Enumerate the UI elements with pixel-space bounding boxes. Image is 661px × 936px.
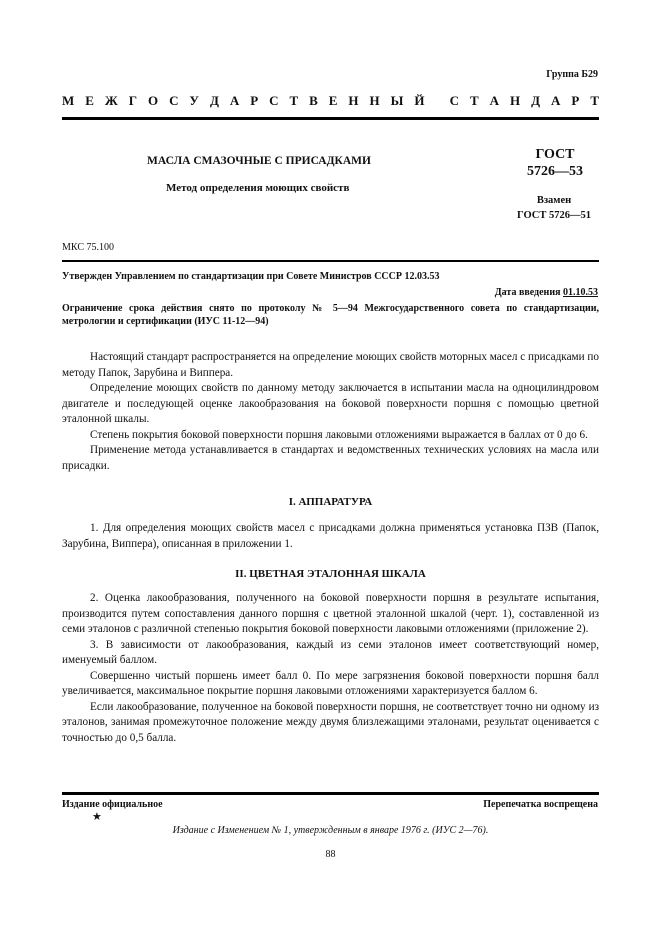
section-paragraph: 2. Оценка лакообразования, полученного на боковой поверхности поршня в результате испытания, производится путем сопоставления данного поршня с цветной эталонной шкалой (черт. 1), составленной из семи эталонов с различной степенью покрытия боковой поверхности лаковыми отложениями (приложение 2). xyxy=(62,592,599,635)
banner-letter: Г xyxy=(128,93,137,108)
reprint-prohibited-label: Перепечатка воспрещена xyxy=(483,799,598,810)
banner-letter: Н xyxy=(369,93,380,108)
banner-letter: Ж xyxy=(104,93,118,108)
intro-text xyxy=(62,350,599,474)
banner-letter: Й xyxy=(414,93,425,108)
banner-letter: С xyxy=(169,93,179,108)
banner-letter: М xyxy=(62,93,75,108)
gost-number: 5726—53 xyxy=(527,164,583,179)
banner-letter: Т xyxy=(470,93,479,108)
banner-letter: Н xyxy=(348,93,359,108)
banner-letter: С xyxy=(269,93,279,108)
banner-letter: Н xyxy=(510,93,521,108)
footer-rule xyxy=(62,792,599,795)
banner-letter: С xyxy=(449,93,460,108)
banner-letter: Е xyxy=(85,93,94,108)
edition-note: Издание с Изменением № 1, утвержденным в январе 1976 г. (ИУС 2—76). xyxy=(172,825,489,836)
approval-statement: Утвержден Управлением по стандартизации при Совете Министров СССР 12.03.53 xyxy=(62,271,440,282)
banner-letter: Т xyxy=(289,93,299,108)
section-paragraph: 1. Для определения моющих свойств масел с присадками должна применяться установка ПЗВ (Папок, Зарубина, Виппера), описанная в приложении 1. xyxy=(62,522,599,550)
limitation-note: Ограничение срока действия снято по протоколу № 5—94 Межгосударственного совета по стандартизации, метрологии и сертификации (ИУС 11-12—94) xyxy=(62,303,599,327)
date-value: 01.10.53 xyxy=(563,287,598,298)
introduction-date xyxy=(495,287,598,298)
section-heading-apparatus: I. АППАРАТУРА xyxy=(288,496,373,508)
banner-letter: Ы xyxy=(390,93,404,108)
document-subtitle: Метод определения моющих свойств xyxy=(166,182,350,194)
official-edition-label: Издание официальное xyxy=(62,799,163,810)
banner-letter: А xyxy=(551,93,561,108)
gost-label: ГОСТ xyxy=(535,147,575,162)
banner-letter: У xyxy=(189,93,199,108)
interstate-standard-banner xyxy=(62,93,599,109)
banner-letter: Р xyxy=(250,93,259,108)
section-heading-color-scale: II. ЦВЕТНАЯ ЭТАЛОННАЯ ШКАЛА xyxy=(235,568,426,580)
header-rule xyxy=(62,117,599,120)
banner-letter: Т xyxy=(590,93,599,108)
intro-paragraph: Определение моющих свойств по данному методу заключается в испытании масла на одноцилиндровом двигателе и последующей оценке лакообразования на боковой поверхности поршня с помощью цветной эталонной шкалы. xyxy=(62,382,599,425)
replaces-block xyxy=(490,193,618,223)
banner-letter: О xyxy=(147,93,159,108)
section-paragraph: Совершенно чистый поршень имеет балл 0. По мере загрязнения боковой поверхности поршня балл увеличивается, максимальное покрытие поршня лаковыми отложениями характеризуется баллом 6. xyxy=(62,669,599,697)
banner-letter: Д xyxy=(209,93,219,108)
banner-letter: В xyxy=(309,93,318,108)
star-icon: ★ xyxy=(92,811,102,823)
meta-rule xyxy=(62,260,599,262)
banner-letter: Е xyxy=(328,93,338,108)
intro-paragraph: Степень покрытия боковой поверхности поршня лаковыми отложениями выражается в баллах от 0 до 6. xyxy=(90,428,588,441)
replaces-label: Взамен xyxy=(536,195,572,206)
banner-letter: Д xyxy=(531,93,541,108)
section-apparatus-text xyxy=(62,521,599,552)
group-code: Группа Б29 xyxy=(546,69,598,80)
mks-code: МКС 75.100 xyxy=(62,242,114,253)
replaces-number: ГОСТ 5726—51 xyxy=(517,210,591,221)
document-title: МАСЛА СМАЗОЧНЫЕ С ПРИСАДКАМИ xyxy=(147,155,371,167)
banner-letter: Р xyxy=(571,93,580,108)
intro-paragraph: Настоящий стандарт распространяется на определение моющих свойств моторных масел с присадками по методу Папок, Зарубина и Виппера. xyxy=(62,351,599,379)
date-label: Дата введения xyxy=(494,287,563,298)
banner-letter xyxy=(435,93,438,109)
gost-designation xyxy=(505,146,605,180)
banner-letter: А xyxy=(229,93,240,108)
page-number: 88 xyxy=(325,849,336,860)
banner-letter: А xyxy=(489,93,500,108)
section-color-scale-text xyxy=(62,591,599,746)
section-paragraph: 3. В зависимости от лакообразования, каждый из семи эталонов имеет соответствующий номер, именуемый баллом. xyxy=(62,638,599,666)
section-paragraph: Если лакообразование, полученное на боковой поверхности поршня, не соответствует точно ни одному из эталонов, занимая промежуточное положение между двумя близлежащими эталонами, результат оценивается с точностью до 0,5 балла. xyxy=(62,700,599,744)
intro-paragraph: Применение метода устанавливается в стандартах и ведомственных технических условиях на масла или присадки. xyxy=(62,444,599,472)
